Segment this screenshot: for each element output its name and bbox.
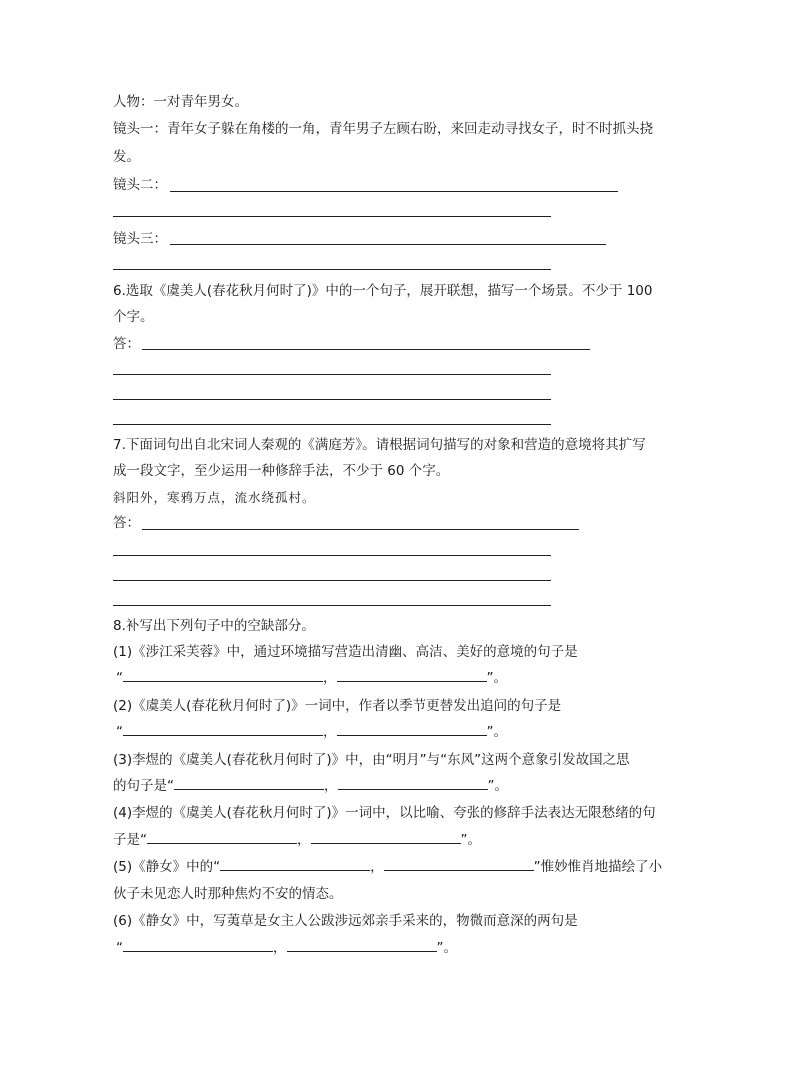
question-6-cont: 个字。: [113, 309, 154, 325]
item-1: (1)《涉江采芙蓉》中，通过环境描写营造出清幽、高洁、美好的意境的句子是: [113, 644, 578, 660]
blank[interactable]: [220, 858, 370, 871]
blank[interactable]: [123, 669, 323, 682]
answer-line[interactable]: [113, 269, 551, 270]
text-characters: 人物：一对青年男女。: [113, 94, 248, 110]
item-1-blanks: “ ， ”。: [116, 670, 507, 686]
answer-label: 答：: [113, 515, 140, 531]
blank[interactable]: [123, 939, 273, 952]
item-6: (6)《静女》中，写荑草是女主人公跋涉远郊亲手采来的，物微而意深的两句是: [113, 913, 578, 929]
blank[interactable]: [174, 777, 324, 790]
item-3-blanks: 的句子是“ ， ”。: [113, 778, 508, 794]
item-3: (3)李煜的《虞美人(春花秋月何时了)》中，由“明月”与“东风”这两个意象引发故国之思: [113, 752, 630, 768]
label-shot-three: 镜头三：: [113, 231, 167, 247]
item-4-blanks: 子是“ ， ”。: [113, 832, 481, 848]
answer-line[interactable]: [113, 605, 551, 606]
question-8: 8.补写出下列句子中的空缺部分。: [113, 618, 315, 634]
item-4: (4)李煜的《虞美人(春花秋月何时了)》一词中，以比喻、夸张的修辞手法表达无限愁绪的句: [113, 805, 656, 821]
answer-line[interactable]: [170, 191, 618, 192]
text-shot-one: 镜头一：青年女子躲在角楼的一角，青年男子左顾右盼，来回走动寻找女子，时不时抓头挠: [113, 121, 653, 137]
answer-line[interactable]: [170, 244, 606, 245]
answer-line[interactable]: [142, 529, 579, 530]
item-5-cont: 伙子未见恋人时那种焦灼不安的情态。: [113, 886, 343, 902]
item-2: (2)《虞美人(春花秋月何时了)》一词中，作者以季节更替发出追问的句子是: [113, 698, 562, 714]
answer-line[interactable]: [113, 374, 551, 375]
blank[interactable]: [287, 939, 437, 952]
answer-line[interactable]: [113, 555, 551, 556]
blank[interactable]: [384, 858, 534, 871]
answer-label: 答：: [113, 336, 140, 352]
item-6-blanks: “ ， ”。: [116, 940, 457, 956]
answer-line[interactable]: [113, 580, 551, 581]
label-shot-two: 镜头二：: [113, 177, 167, 193]
answer-line[interactable]: [113, 216, 551, 217]
item-5: (5)《静女》中的“ ， ”惟妙惟肖地描绘了小: [113, 859, 663, 875]
answer-line[interactable]: [113, 399, 551, 400]
question-7-cont: 成一段文字，至少运用一种修辞手法，不少于 60 个字。: [113, 463, 450, 479]
item-2-blanks: “ ， ”。: [116, 724, 507, 740]
blank[interactable]: [337, 723, 487, 736]
question-6: 6.选取《虞美人(春花秋月何时了)》中的一个句子，展开联想，描写一个场景。不少于 100: [113, 283, 653, 299]
blank[interactable]: [337, 669, 487, 682]
question-7: 7.下面词句出自北宋词人秦观的《满庭芳》。请根据词句描写的对象和营造的意境将其扩写: [113, 437, 646, 453]
blank[interactable]: [147, 831, 297, 844]
blank[interactable]: [338, 777, 488, 790]
answer-line[interactable]: [142, 349, 590, 350]
poem-line: 斜阳外，寒鸦万点，流水绕孤村。: [113, 490, 316, 505]
answer-line[interactable]: [113, 424, 551, 425]
blank[interactable]: [123, 723, 323, 736]
text-shot-one-cont: 发。: [113, 149, 140, 165]
blank[interactable]: [311, 831, 461, 844]
